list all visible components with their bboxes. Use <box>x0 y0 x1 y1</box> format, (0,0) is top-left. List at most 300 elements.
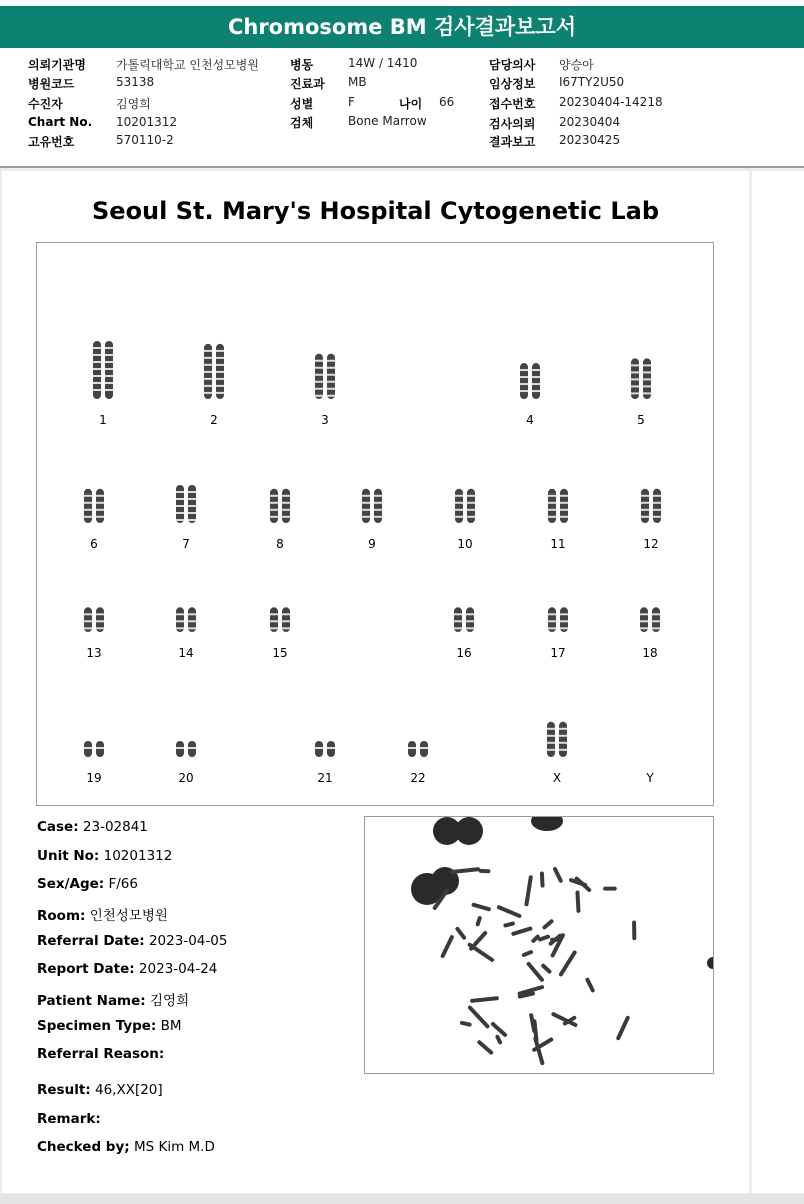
reason-line <box>37 1046 164 1062</box>
chromosome-band <box>643 385 651 387</box>
chromosome-band <box>204 357 212 359</box>
chromosome-band <box>84 620 92 622</box>
room-label: Room: <box>37 908 86 924</box>
chromosome-band <box>454 613 462 615</box>
chromosome-band <box>455 516 463 518</box>
chromosome-band <box>204 385 212 387</box>
metaphase-chromosome <box>558 950 577 978</box>
chromosome-band <box>105 375 113 377</box>
chromosome-band <box>327 374 335 376</box>
metaphase-chromosome <box>585 977 596 993</box>
chromosome-band <box>374 495 382 497</box>
room-value: 인천성모병원 <box>89 908 168 924</box>
chromosome-band <box>315 388 323 390</box>
header-label-department: 진료과 <box>290 77 325 91</box>
chromosome-band <box>188 613 196 615</box>
chromosome-band <box>188 519 196 521</box>
chromosome-band <box>270 627 278 629</box>
chromosome-band <box>643 392 651 394</box>
chromosome-band <box>327 747 335 749</box>
chromosome-band <box>327 395 335 397</box>
chromosome-band <box>560 627 568 629</box>
chromosome-band <box>270 516 278 518</box>
chromosome-band <box>188 627 196 629</box>
chromosome-X-a <box>547 722 555 757</box>
remark-label: Remark: <box>37 1111 101 1127</box>
chromosome-label-13: 13 <box>86 646 102 660</box>
room-line <box>37 904 168 924</box>
header-label-unique-no: 고유번호 <box>28 135 75 149</box>
chromosome-band <box>176 620 184 622</box>
chromosome-band <box>204 392 212 394</box>
chromosome-band <box>653 509 661 511</box>
chromosome-band <box>93 347 101 349</box>
header-label-doctor: 담당의사 <box>489 58 536 72</box>
chromosome-band <box>96 620 104 622</box>
chromosome-band <box>105 347 113 349</box>
chromosome-band <box>643 364 651 366</box>
header-value-ward: 14W / 1410 <box>348 56 418 70</box>
chromosome-band <box>176 627 184 629</box>
header-label-patient: 수진자 <box>28 97 63 111</box>
chromosome-band <box>547 742 555 744</box>
chromosome-band <box>641 495 649 497</box>
chromosome-band <box>188 512 196 514</box>
sexage-label: Sex/Age: <box>37 876 105 892</box>
header-label-clinical-info: 임상정보 <box>489 77 536 91</box>
chromosome-band <box>520 376 528 378</box>
chromosome-label-X: X <box>552 771 562 785</box>
metaphase-image <box>364 816 714 1074</box>
chromosome-band <box>176 747 184 749</box>
metaphase-chromosome <box>496 905 522 919</box>
chromosome-band <box>532 376 540 378</box>
chromosome-label-15: 15 <box>272 646 288 660</box>
chromosome-band <box>204 364 212 366</box>
chromosome-9-a <box>362 489 370 523</box>
chromosome-band <box>631 371 639 373</box>
report-date-value: 2023-04-24 <box>138 961 218 977</box>
result-line <box>37 1082 163 1098</box>
chromosome-band <box>188 505 196 507</box>
chromosome-band <box>204 350 212 352</box>
chromosome-band <box>216 371 224 373</box>
chromosome-band <box>315 360 323 362</box>
referral-date-label: Referral Date: <box>37 933 145 949</box>
chromosome-band <box>548 627 556 629</box>
patient-value: 김영희 <box>149 993 190 1009</box>
chromosome-label-1: 1 <box>99 413 107 427</box>
unit-line <box>37 848 172 864</box>
chromosome-8-b <box>282 489 290 523</box>
chromosome-band <box>455 495 463 497</box>
chromosome-band <box>84 747 92 749</box>
header-value-result-report: 20230425 <box>559 133 621 147</box>
report-page <box>2 171 749 1193</box>
metaphase-chromosome <box>490 1021 508 1038</box>
chromosome-band <box>176 613 184 615</box>
checked-value: MS Kim M.D <box>133 1139 215 1155</box>
metaphase-chromosome <box>542 918 555 930</box>
header-value-unique-no: 570110-2 <box>116 133 174 147</box>
metaphase-chromosome <box>603 887 617 891</box>
header-value-hospital-code: 53138 <box>116 75 155 89</box>
chromosome-band <box>520 369 528 371</box>
header-label-test-request: 검사의뢰 <box>489 117 536 131</box>
chromosome-band <box>374 502 382 504</box>
chromosome-12-a <box>641 489 649 523</box>
chromosome-band <box>93 389 101 391</box>
chromosome-band <box>176 505 184 507</box>
chromosome-band <box>96 502 104 504</box>
chromosome-11-a <box>548 489 556 523</box>
report-title: Chromosome BM 검사결과보고서 <box>0 6 804 48</box>
chromosome-band <box>84 509 92 511</box>
chromosome-band <box>560 509 568 511</box>
chromosome-band <box>560 613 568 615</box>
referral-date-line <box>37 933 227 949</box>
chromosome-band <box>204 378 212 380</box>
chromosome-band <box>454 627 462 629</box>
case-line <box>37 819 148 835</box>
chromosome-band <box>559 742 567 744</box>
remark-line <box>37 1111 101 1127</box>
chromosome-band <box>640 620 648 622</box>
metaphase-chromosome <box>475 915 482 926</box>
chromosome-band <box>96 516 104 518</box>
header-value-test-request: 20230404 <box>559 115 621 129</box>
metaphase-chromosome <box>467 942 495 963</box>
header-label-receipt-no: 접수번호 <box>489 97 536 111</box>
chromosome-band <box>282 495 290 497</box>
chromosome-label-17: 17 <box>550 646 566 660</box>
chromosome-band <box>548 509 556 511</box>
chromosome-band <box>96 747 104 749</box>
header-value-specimen: Bone Marrow <box>348 114 427 128</box>
result-value: 46,XX[20] <box>94 1082 163 1098</box>
chromosome-band <box>315 747 323 749</box>
chromosome-10-a <box>455 489 463 523</box>
chromosome-band <box>640 627 648 629</box>
reason-label: Referral Reason: <box>37 1046 165 1062</box>
metaphase-spread <box>365 817 713 1073</box>
chromosome-band <box>96 627 104 629</box>
chromosome-band <box>559 728 567 730</box>
chromosome-4-a <box>520 363 528 399</box>
chromosome-band <box>105 361 113 363</box>
chromosome-band <box>466 627 474 629</box>
header-value-chart-no: 10201312 <box>116 115 178 129</box>
chromosome-band <box>216 364 224 366</box>
report-date-line <box>37 961 217 977</box>
chromosome-band <box>532 369 540 371</box>
chromosome-band <box>84 502 92 504</box>
chromosome-band <box>560 495 568 497</box>
chromosome-band <box>188 491 196 493</box>
chromosome-band <box>282 620 290 622</box>
chromosome-band <box>559 735 567 737</box>
chromosome-band <box>93 368 101 370</box>
chromosome-6-a <box>84 489 92 523</box>
metaphase-chromosome <box>524 875 533 907</box>
chromosome-band <box>640 613 648 615</box>
metaphase-chromosome <box>449 867 480 874</box>
checked-label: Checked by; <box>37 1139 130 1155</box>
metaphase-chromosome <box>460 1021 472 1027</box>
chromosome-band <box>362 516 370 518</box>
chromosome-band <box>631 364 639 366</box>
header-value-patient: 김영희 <box>116 97 151 111</box>
metaphase-chromosome <box>470 996 499 1003</box>
chromosome-band <box>455 509 463 511</box>
header-value-doctor: 양승아 <box>559 58 594 72</box>
chromosome-band <box>204 371 212 373</box>
metaphase-chromosome <box>540 871 545 887</box>
chromosome-band <box>560 502 568 504</box>
chromosome-band <box>547 749 555 751</box>
chromosome-band <box>643 378 651 380</box>
right-margin <box>752 171 804 1193</box>
chromosome-band <box>282 502 290 504</box>
chromosome-band <box>282 627 290 629</box>
chromosome-band <box>93 375 101 377</box>
metaphase-chromosome <box>455 926 467 940</box>
metaphase-chromosome <box>552 866 563 883</box>
header-value-clinical-info: I67TY2U50 <box>559 75 625 89</box>
patient-label: Patient Name: <box>37 993 146 1009</box>
metaphase-chromosome <box>495 1034 503 1045</box>
chromosome-band <box>455 502 463 504</box>
chromosome-band <box>327 367 335 369</box>
chromosome-7-b <box>188 485 196 523</box>
metaphase-chromosome <box>575 890 580 913</box>
chromosome-band <box>643 371 651 373</box>
chromosome-label-5: 5 <box>637 413 645 427</box>
chromosome-band <box>362 495 370 497</box>
specimen-value: BM <box>160 1018 182 1034</box>
chromosome-band <box>93 382 101 384</box>
chromosome-band <box>270 620 278 622</box>
chromosome-label-11: 11 <box>550 537 566 551</box>
chromosome-band <box>270 495 278 497</box>
result-label: Result: <box>37 1082 91 1098</box>
chromosome-band <box>466 620 474 622</box>
chromosome-band <box>84 495 92 497</box>
chromosome-band <box>216 357 224 359</box>
chromosome-band <box>362 509 370 511</box>
chromosome-band <box>93 354 101 356</box>
chromosome-band <box>93 361 101 363</box>
chromosome-band <box>176 491 184 493</box>
chromosome-label-19: 19 <box>86 771 102 785</box>
chromosome-band <box>631 378 639 380</box>
chromosome-band <box>315 374 323 376</box>
sexage-line <box>37 876 138 892</box>
chromosome-label-16: 16 <box>456 646 472 660</box>
chromosome-band <box>84 613 92 615</box>
chromosome-band <box>547 728 555 730</box>
chromosome-band <box>631 385 639 387</box>
case-value: 23-02841 <box>82 819 148 835</box>
chromosome-band <box>454 620 462 622</box>
referral-date-value: 2023-04-05 <box>148 933 228 949</box>
chromosome-band <box>652 613 660 615</box>
chromosome-band <box>96 495 104 497</box>
metaphase-chromosome <box>550 937 562 941</box>
patient-line <box>37 989 189 1009</box>
chromosome-band <box>84 627 92 629</box>
chromosome-band <box>641 502 649 504</box>
chromosome-band <box>216 350 224 352</box>
chromosome-band <box>374 509 382 511</box>
header-label-institution: 의뢰기관명 <box>28 58 86 72</box>
chromosome-band <box>176 498 184 500</box>
chromosome-band <box>374 516 382 518</box>
chromosome-label-2: 2 <box>210 413 218 427</box>
chromosome-band <box>282 613 290 615</box>
chromosome-label-8: 8 <box>276 537 284 551</box>
case-label: Case: <box>37 819 79 835</box>
chromosome-band <box>362 502 370 504</box>
header-label-hospital-code: 병원코드 <box>28 77 75 91</box>
chromosome-8-a <box>270 489 278 523</box>
header-value-department: MB <box>348 75 367 89</box>
metaphase-chromosome <box>521 949 533 957</box>
chromosome-label-10: 10 <box>457 537 473 551</box>
chromosome-band <box>532 390 540 392</box>
chromosome-11-b <box>560 489 568 523</box>
chromosome-band <box>641 509 649 511</box>
chromosome-band <box>548 613 556 615</box>
chromosome-10-b <box>467 489 475 523</box>
chromosome-label-18: 18 <box>642 646 658 660</box>
chromosome-band <box>408 747 416 749</box>
chromosome-band <box>96 613 104 615</box>
chromosome-label-4: 4 <box>526 413 534 427</box>
chromosome-band <box>559 749 567 751</box>
chromosome-label-12: 12 <box>643 537 659 551</box>
header-label-age: 나이 <box>399 97 423 111</box>
lab-title: Seoul St. Mary's Hospital Cytogenetic Lab <box>92 197 659 225</box>
chromosome-band <box>641 516 649 518</box>
metaphase-chromosome <box>632 920 636 940</box>
chromosome-band <box>105 368 113 370</box>
header-label-chart-no: Chart No. <box>28 115 93 129</box>
chromosome-band <box>84 516 92 518</box>
chromosome-band <box>467 516 475 518</box>
chromosome-band <box>188 498 196 500</box>
chromosome-band <box>96 509 104 511</box>
chromosome-band <box>188 620 196 622</box>
chromosome-band <box>420 747 428 749</box>
chromosome-band <box>631 392 639 394</box>
chromosome-band <box>270 509 278 511</box>
chromosome-band <box>548 620 556 622</box>
metaphase-chromosome <box>476 1039 494 1055</box>
chromosome-band <box>467 509 475 511</box>
chromosome-band <box>560 620 568 622</box>
header-value-sex: F <box>348 95 355 109</box>
chromosome-label-Y: Y <box>646 771 654 785</box>
chromosome-band <box>520 390 528 392</box>
chromosome-band <box>327 360 335 362</box>
chromosome-band <box>216 392 224 394</box>
chromosome-band <box>176 512 184 514</box>
chromosome-label-9: 9 <box>368 537 376 551</box>
sexage-value: F/66 <box>108 876 138 892</box>
chromosome-band <box>176 519 184 521</box>
chromosome-band <box>520 383 528 385</box>
chromosome-band <box>653 495 661 497</box>
metaphase-chromosome <box>503 921 515 928</box>
chromosome-band <box>467 502 475 504</box>
chromosome-label-6: 6 <box>90 537 98 551</box>
chromosome-band <box>653 516 661 518</box>
chromosome-7-a <box>176 485 184 523</box>
header-value-institution: 가톨릭대학교 인천성모병원 <box>116 58 259 72</box>
chromosome-band <box>532 383 540 385</box>
chromosome-label-22: 22 <box>410 771 426 785</box>
chromosome-band <box>467 495 475 497</box>
chromosome-band <box>270 613 278 615</box>
patient-header <box>0 48 804 168</box>
chromosome-band <box>548 502 556 504</box>
chromosome-6-b <box>96 489 104 523</box>
header-label-ward: 병동 <box>290 58 314 72</box>
chromosome-band <box>315 367 323 369</box>
specimen-line <box>37 1018 182 1034</box>
metaphase-chromosome <box>511 926 533 936</box>
chromosome-band <box>216 378 224 380</box>
chromosome-band <box>548 516 556 518</box>
metaphase-chromosome <box>540 963 552 974</box>
unit-value: 10201312 <box>103 848 173 864</box>
header-value-receipt-no: 20230404-14218 <box>559 95 663 109</box>
metaphase-chromosome <box>537 934 550 942</box>
chromosome-band <box>105 354 113 356</box>
chromosome-label-20: 20 <box>178 771 194 785</box>
chromosome-band <box>327 381 335 383</box>
chromosome-X-b <box>559 722 567 757</box>
metaphase-chromosome <box>616 1015 631 1041</box>
chromosome-band <box>315 381 323 383</box>
chromosome-band <box>548 495 556 497</box>
chromosome-band <box>282 509 290 511</box>
karyogram-chromosomes <box>37 243 713 805</box>
header-label-result-report: 결과보고 <box>489 135 536 149</box>
report-date-label: Report Date: <box>37 961 135 977</box>
chromosome-label-3: 3 <box>321 413 329 427</box>
chromosome-band <box>547 735 555 737</box>
specimen-label: Specimen Type: <box>37 1018 157 1034</box>
chromosome-label-21: 21 <box>317 771 333 785</box>
chromosome-band <box>216 385 224 387</box>
chromosome-band <box>282 516 290 518</box>
chromosome-9-b <box>374 489 382 523</box>
chromosome-4-b <box>532 363 540 399</box>
metaphase-chromosome <box>440 934 455 958</box>
metaphase-chromosome <box>479 869 491 874</box>
unit-label: Unit No: <box>37 848 100 864</box>
header-value-age: 66 <box>439 95 455 109</box>
chromosome-label-7: 7 <box>182 537 190 551</box>
metaphase-chromosome <box>471 902 491 911</box>
chromosome-band <box>652 620 660 622</box>
checked-line <box>37 1139 215 1155</box>
header-label-specimen: 검체 <box>290 116 314 130</box>
chromosome-band <box>315 395 323 397</box>
karyotype-panel <box>36 242 714 806</box>
